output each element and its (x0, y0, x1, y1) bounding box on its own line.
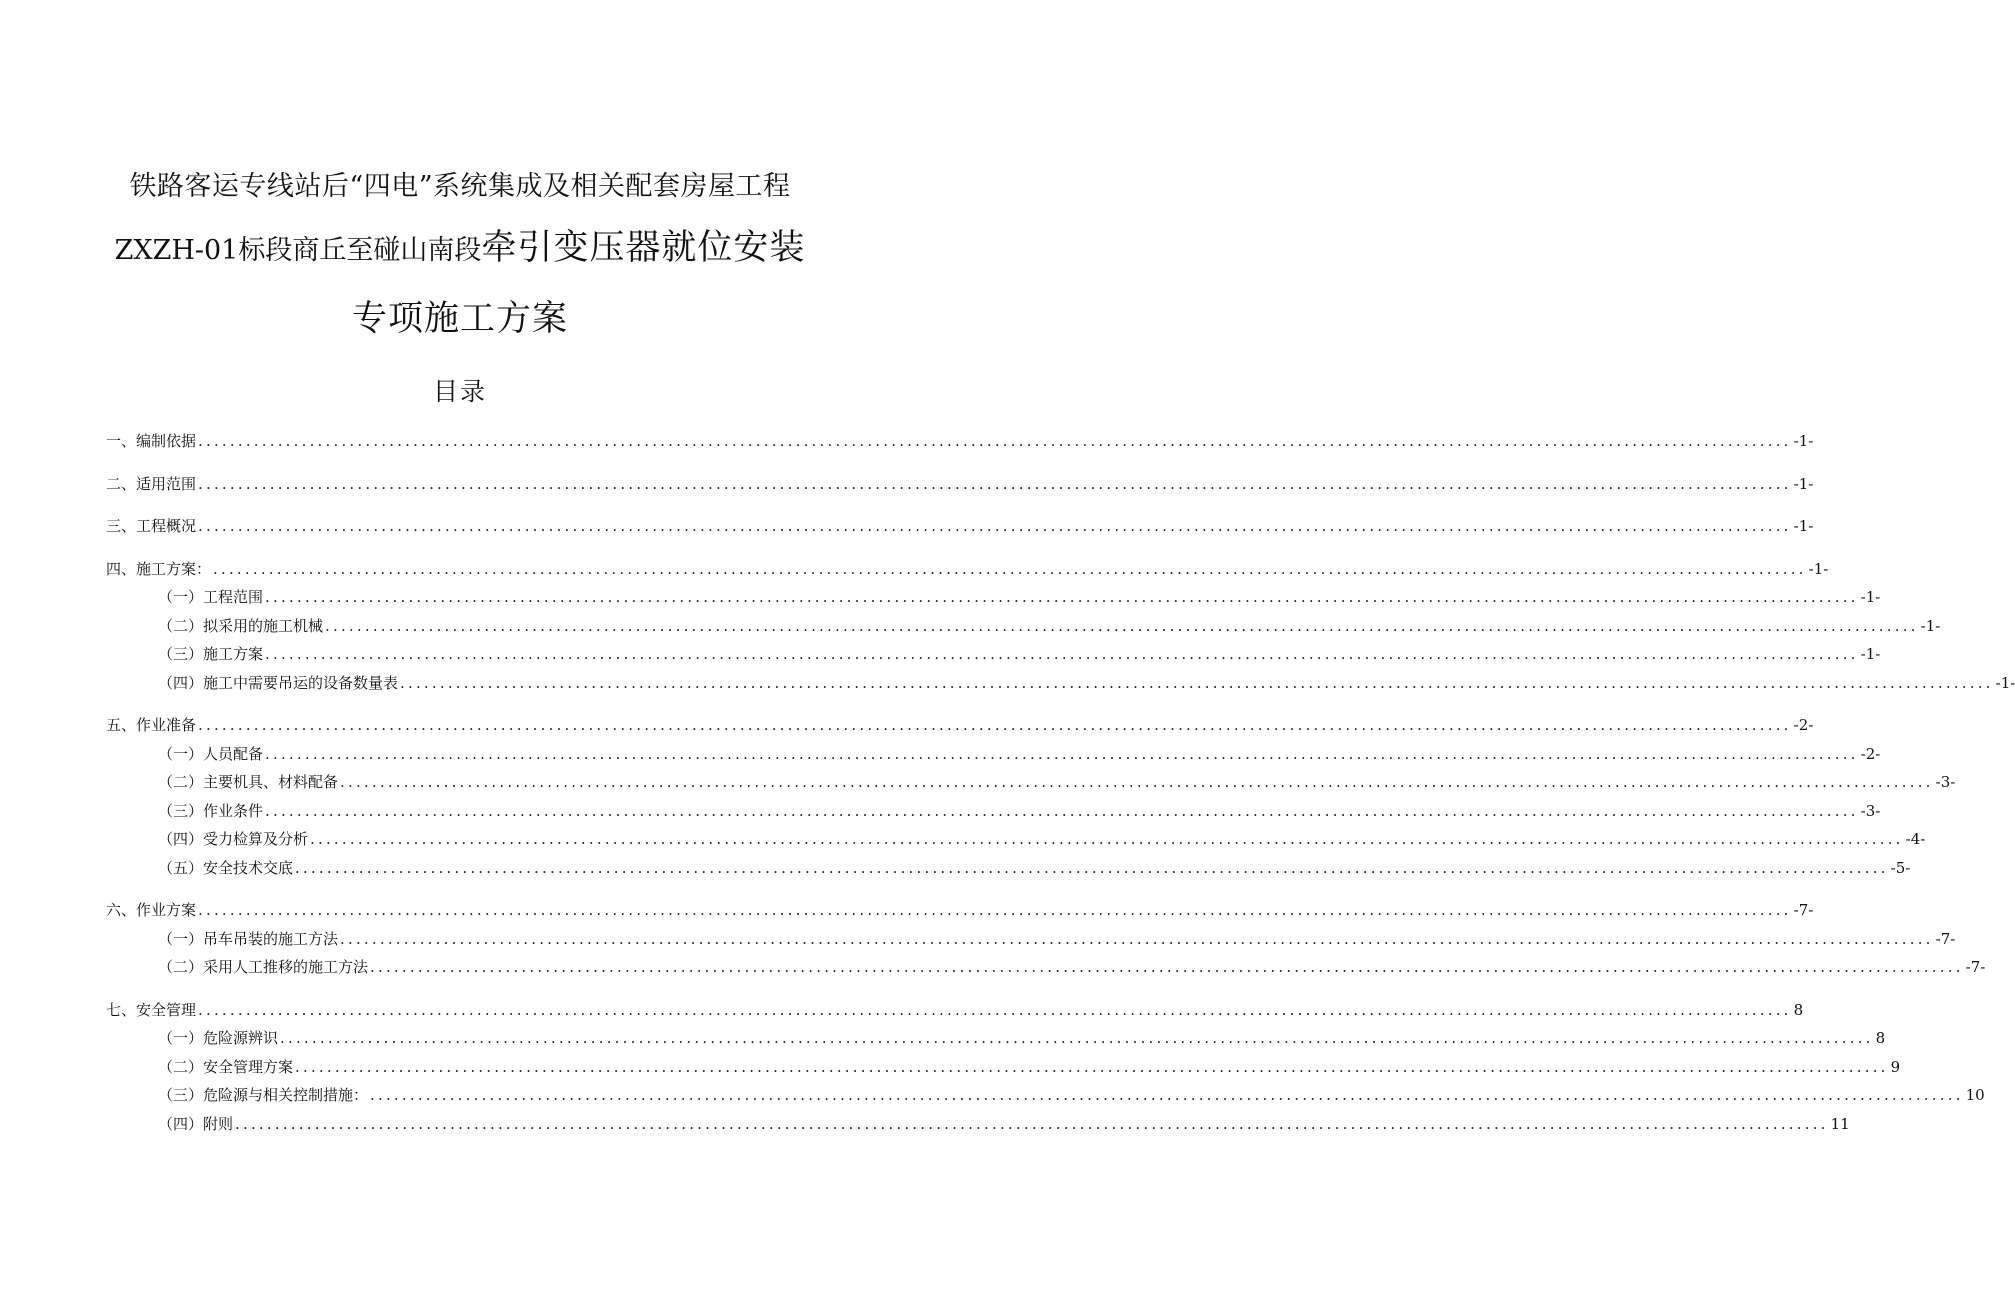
toc-entry-page: -1- (1995, 673, 2015, 692)
toc-entry-label: 一、编制依据 (106, 432, 197, 450)
toc-entry-label: （四）施工中需要吊运的设备数量表 (158, 673, 399, 692)
toc-entry-label: 六、作业方案 (106, 901, 197, 919)
table-of-contents (106, 430, 2015, 1141)
toc-entry[interactable] (106, 899, 1814, 928)
toc-entry-label: （三）危险源与相关控制措施： (158, 1086, 369, 1104)
toc-entry-label: （二）安全管理方案 (158, 1057, 294, 1076)
toc-entry-label: 四、施工方案： (106, 559, 212, 578)
toc-entry[interactable] (106, 714, 1814, 743)
toc-leader: ........................................................................................................................................................................................................ (370, 1086, 1964, 1104)
toc-entry-label: （一）人员配备 (158, 744, 264, 763)
toc-entry-page: -2- (1793, 716, 1814, 734)
toc-entry-label: 二、适用范围 (106, 474, 197, 493)
toc-leader: ........................................................................................................................................................................................................ (198, 474, 1792, 493)
toc-entry[interactable] (106, 1084, 1985, 1113)
toc-leader: ........................................................................................................................................................................................................ (295, 1057, 1889, 1076)
toc-entry[interactable] (106, 515, 1814, 544)
title-line-1: 铁路客运专线站后“四电”系统集成及相关配套房屋工程 (129, 171, 791, 202)
toc-entry-page: -1- (1808, 559, 1829, 578)
title-line-3: 专项施工方案 (351, 299, 568, 339)
toc-leader: ........................................................................................................................................................................................................ (198, 901, 1792, 919)
toc-entry-page: -7- (1793, 901, 1814, 919)
toc-entry-label: （四）受力检算及分析 (158, 830, 309, 848)
toc-entry[interactable] (106, 928, 1956, 957)
toc-entry-label: （一）危险源辨识 (158, 1029, 279, 1047)
toc-entry-label: 五、作业准备 (106, 716, 197, 734)
toc-entry-label: （一）工程范围 (158, 588, 264, 606)
toc-entry-label: 七、安全管理 (106, 1000, 197, 1019)
toc-entry[interactable] (106, 828, 1926, 857)
toc-entry-page: 8 (1875, 1029, 1886, 1047)
toc-entry[interactable] (106, 857, 1911, 886)
toc-entry-page: -1- (1793, 517, 1814, 535)
toc-entry[interactable] (106, 1056, 1901, 1085)
toc-entry-label: （四）附则 (158, 1114, 234, 1133)
toc-leader: ........................................................................................................................................................................................................ (310, 830, 1904, 848)
toc-entry[interactable] (106, 1113, 1850, 1142)
toc-entry[interactable] (106, 643, 1881, 672)
toc-entry-page: 10 (1965, 1086, 1985, 1104)
toc-entry-page: -1- (1860, 645, 1881, 663)
toc-leader: ........................................................................................................................................................................................................ (295, 858, 1889, 877)
toc-entry-label: （三）施工方案 (158, 645, 264, 663)
toc-entry[interactable] (106, 615, 1941, 644)
toc-entry-page: -3- (1935, 773, 1956, 791)
toc-entry[interactable] (106, 800, 1881, 829)
title-line-2 (40, 214, 880, 288)
document-title (40, 160, 880, 350)
title-line-2-part-2: 牵引变压器就位安装 (481, 228, 806, 268)
toc-leader: ........................................................................................................................................................................................................ (265, 645, 1859, 663)
toc-entry-page: -3- (1860, 801, 1881, 820)
toc-entry-page: -2- (1860, 744, 1881, 763)
toc-entry-label: （二）采用人工推移的施工方法 (158, 958, 369, 976)
toc-leader: ........................................................................................................................................................................................................ (213, 559, 1807, 578)
toc-entry-label: （二）主要机具、材料配备 (158, 773, 339, 791)
toc-entry-label: （一）吊车吊装的施工方法 (158, 929, 339, 948)
toc-entry-page: 9 (1890, 1057, 1901, 1076)
toc-leader: ........................................................................................................................................................................................................ (340, 929, 1934, 948)
toc-entry-page: -1- (1860, 588, 1881, 606)
toc-entry[interactable] (106, 586, 1881, 615)
toc-entry[interactable] (106, 956, 1986, 985)
toc-leader: ........................................................................................................................................................................................................ (280, 1029, 1874, 1047)
toc-leader: ........................................................................................................................................................................................................ (340, 773, 1934, 791)
toc-entry-page: -1- (1793, 474, 1814, 493)
toc-entry-label: （五）安全技术交底 (158, 858, 294, 877)
toc-entry-page: -4- (1905, 830, 1926, 848)
toc-leader: ........................................................................................................................................................................................................ (325, 616, 1919, 635)
toc-entry[interactable] (106, 771, 1956, 800)
title-line-2-part-1: ZXZH-01标段商丘至碰山南段 (114, 235, 482, 266)
toc-heading: 目录 (432, 377, 487, 406)
toc-entry-page: 8 (1793, 1000, 1804, 1019)
toc-leader: ........................................................................................................................................................................................................ (265, 588, 1859, 606)
toc-entry-label: （二）拟采用的施工机械 (158, 616, 324, 635)
toc-entry[interactable] (106, 558, 1829, 587)
toc-entry[interactable] (106, 430, 1814, 459)
toc-entry-page: -1- (1920, 616, 1941, 635)
toc-entry-page: -7- (1935, 929, 1956, 948)
toc-entry-page: -1- (1793, 432, 1814, 450)
toc-leader: ........................................................................................................................................................................................................ (198, 432, 1792, 450)
toc-leader: ........................................................................................................................................................................................................ (265, 801, 1859, 820)
toc-entry[interactable] (106, 672, 2015, 701)
toc-entry-page: -5- (1890, 858, 1911, 877)
toc-leader: ........................................................................................................................................................................................................ (198, 1000, 1792, 1019)
toc-entry-page: 11 (1830, 1114, 1850, 1133)
toc-leader: ........................................................................................................................................................................................................ (198, 517, 1792, 535)
toc-entry[interactable] (106, 743, 1881, 772)
toc-leader: ........................................................................................................................................................................................................ (198, 716, 1792, 734)
toc-leader: ........................................................................................................................................................................................................ (265, 744, 1859, 763)
toc-leader: ........................................................................................................................................................................................................ (370, 958, 1964, 976)
toc-entry-label: （三）作业条件 (158, 801, 264, 820)
toc-entry[interactable] (106, 999, 1804, 1028)
toc-leader: ........................................................................................................................................................................................................ (235, 1114, 1829, 1133)
toc-entry-label: 三、工程概况 (106, 517, 197, 535)
toc-entry[interactable] (106, 473, 1814, 502)
toc-leader: ........................................................................................................................................................................................................ (400, 673, 1994, 692)
toc-entry-page: -7- (1965, 958, 1986, 976)
toc-entry[interactable] (106, 1027, 1886, 1056)
